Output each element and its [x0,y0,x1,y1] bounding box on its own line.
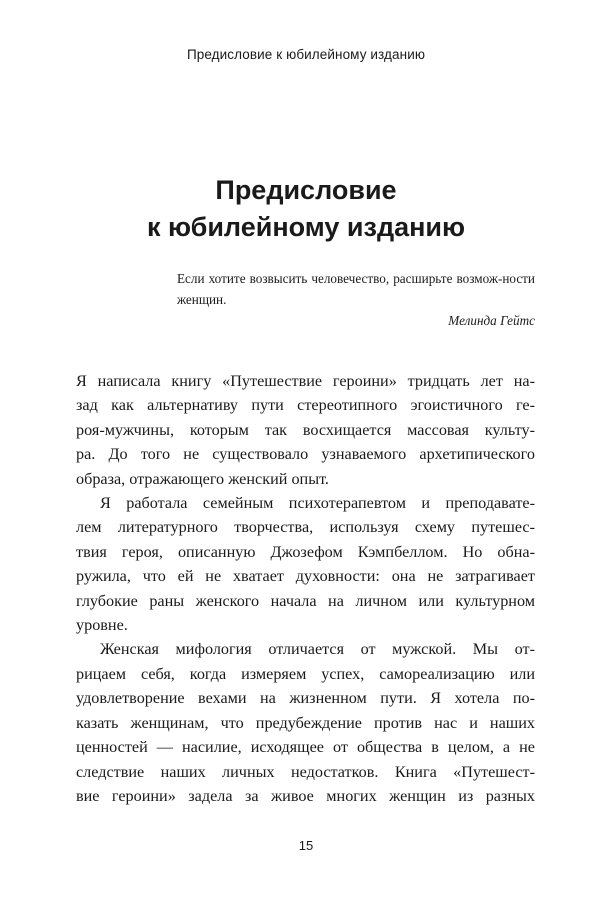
text-line: глубокие раны женского начала на личном или культурном [76,591,535,610]
text-line: вие героини» задела за живое многих женщин из разных [76,786,535,805]
text-line: лем литературного творчества, используя схему путешес- [76,518,535,537]
page-number: 15 [298,838,314,853]
body-text [76,369,535,808]
paragraph-2 [76,491,535,637]
chapter-title [0,172,612,246]
text-line: Я работала семейным психотерапевтом и преподавате- [100,494,535,513]
text-line: ценностей — насилие, исходящее от общества в целом, а не [76,738,535,757]
text-line: ружила, что ей не хватает духовности: она не затрагивает [76,567,535,586]
text-line: уровне. [76,616,128,635]
text-line: следствие наших личных недостатков. Книга «Путешест- [76,762,535,781]
chapter-title-line-1: Предисловие [215,175,397,205]
text-line: рицаем себя, когда измеряем успех, самореализацию или [76,664,535,683]
text-line: образа, отражающего женский опыт. [76,469,329,488]
text-line: казать женщинам, что предубеждение против нас и наших [76,713,535,732]
paragraph-3 [76,637,535,808]
text-line: Женская мифология отличается от мужской. Мы от- [100,640,535,659]
text-line: Я написала книгу «Путешествие героини» тридцать лет на- [76,372,535,390]
text-line: твия героя, описанную Джозефом Кэмпбеллом. Но обна- [76,542,535,561]
paragraph-1 [76,369,535,491]
epigraph-author: Мелинда Гейтс [448,313,535,328]
text-line: удовлетворение вехами на жизненном пути. Я хотела по- [76,689,535,708]
text-line: ра. До того не существовало узнаваемого архетипического [76,445,535,464]
chapter-title-line-2: к юбилейному изданию [146,212,466,242]
running-head: Предисловие к юбилейному изданию [186,47,426,62]
text-line: зад как альтернативу пути стереотипного эгоистичного ге- [76,396,535,415]
epigraph-quote: Если хотите возвысить человечество, расширьте возмож-ности женщин. [177,271,535,307]
text-line: роя-мужчины, которым так восхищается массовая культу- [76,420,535,439]
